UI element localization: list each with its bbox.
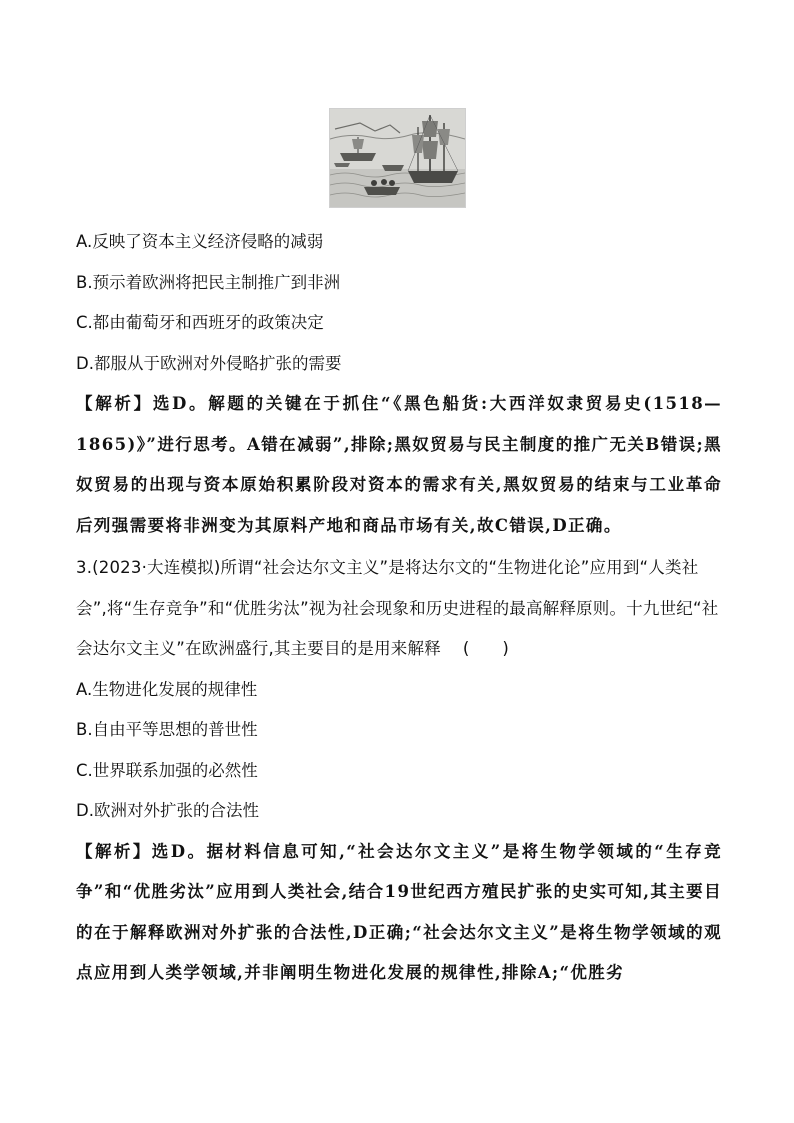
q2-option-c: C.都由葡萄牙和西班牙的政策决定 (76, 313, 324, 332)
analysis-tag: 【解析】 (76, 394, 153, 413)
q2-analysis-text: 选D。解题的关键在于抓住“《黑色船货:大西洋奴隶贸易史(1518—1865)》”进行思考。A错在减弱”,排除;黑奴贸易与民主制度的推广无关B错误;黑奴贸易的出现与资本原始积累阶段对资本的需求有关,黑奴贸易的结束与工业革命后列强需要将非洲变为其原料产地和商品市场有关,故C错误,D正确。 (76, 394, 722, 535)
q2-option-d: D.都服从于欧洲对外侵略扩张的需要 (76, 353, 342, 373)
q3-option-b: B.自由平等思想的普世性 (76, 720, 258, 739)
q3-stem-text: 3.(2023·大连模拟)所谓“社会达尔文主义”是将达尔文的“生物进化论”应用到“人类社会”,将“生存竞争”和“优胜劣汰”视为社会现象和历史进程的最高解释原则。十九世纪“社会达尔文主义”在欧洲盛行,其主要目的是用来解释 (76, 558, 719, 658)
q3-stem (76, 548, 722, 670)
q2-option-a: A.反映了资本主义经济侵略的减弱 (76, 232, 324, 251)
q3-option-c: C.世界联系加强的必然性 (76, 760, 258, 780)
analysis-tag: 【解析】 (76, 841, 152, 861)
ship-illustration (329, 108, 466, 208)
q2-option-b: B.预示着欧洲将把民主制推广到非洲 (76, 272, 341, 292)
q3-option-d: D.欧洲对外扩张的合法性 (76, 801, 259, 820)
q3-option-a: A.生物进化发展的规律性 (76, 679, 258, 699)
sailing-ships-engraving-icon (330, 109, 465, 207)
q3-analysis (76, 832, 722, 994)
page-content (76, 222, 722, 994)
q2-analysis (76, 384, 722, 546)
answer-blank: ( ) (462, 639, 509, 658)
q3-analysis-text: 选D。据材料信息可知,“社会达尔文主义”是将生物学领域的“生存竞争”和“优胜劣汰”应用到人类社会,结合19世纪西方殖民扩张的史实可知,其主要目的在于解释欧洲对外扩张的合法性,D正确;“社会达尔文主义”是将生物学领域的观点应用到人类学领域,并非阐明生物进化发展的规律性,排除A;“优胜劣 (76, 841, 723, 982)
